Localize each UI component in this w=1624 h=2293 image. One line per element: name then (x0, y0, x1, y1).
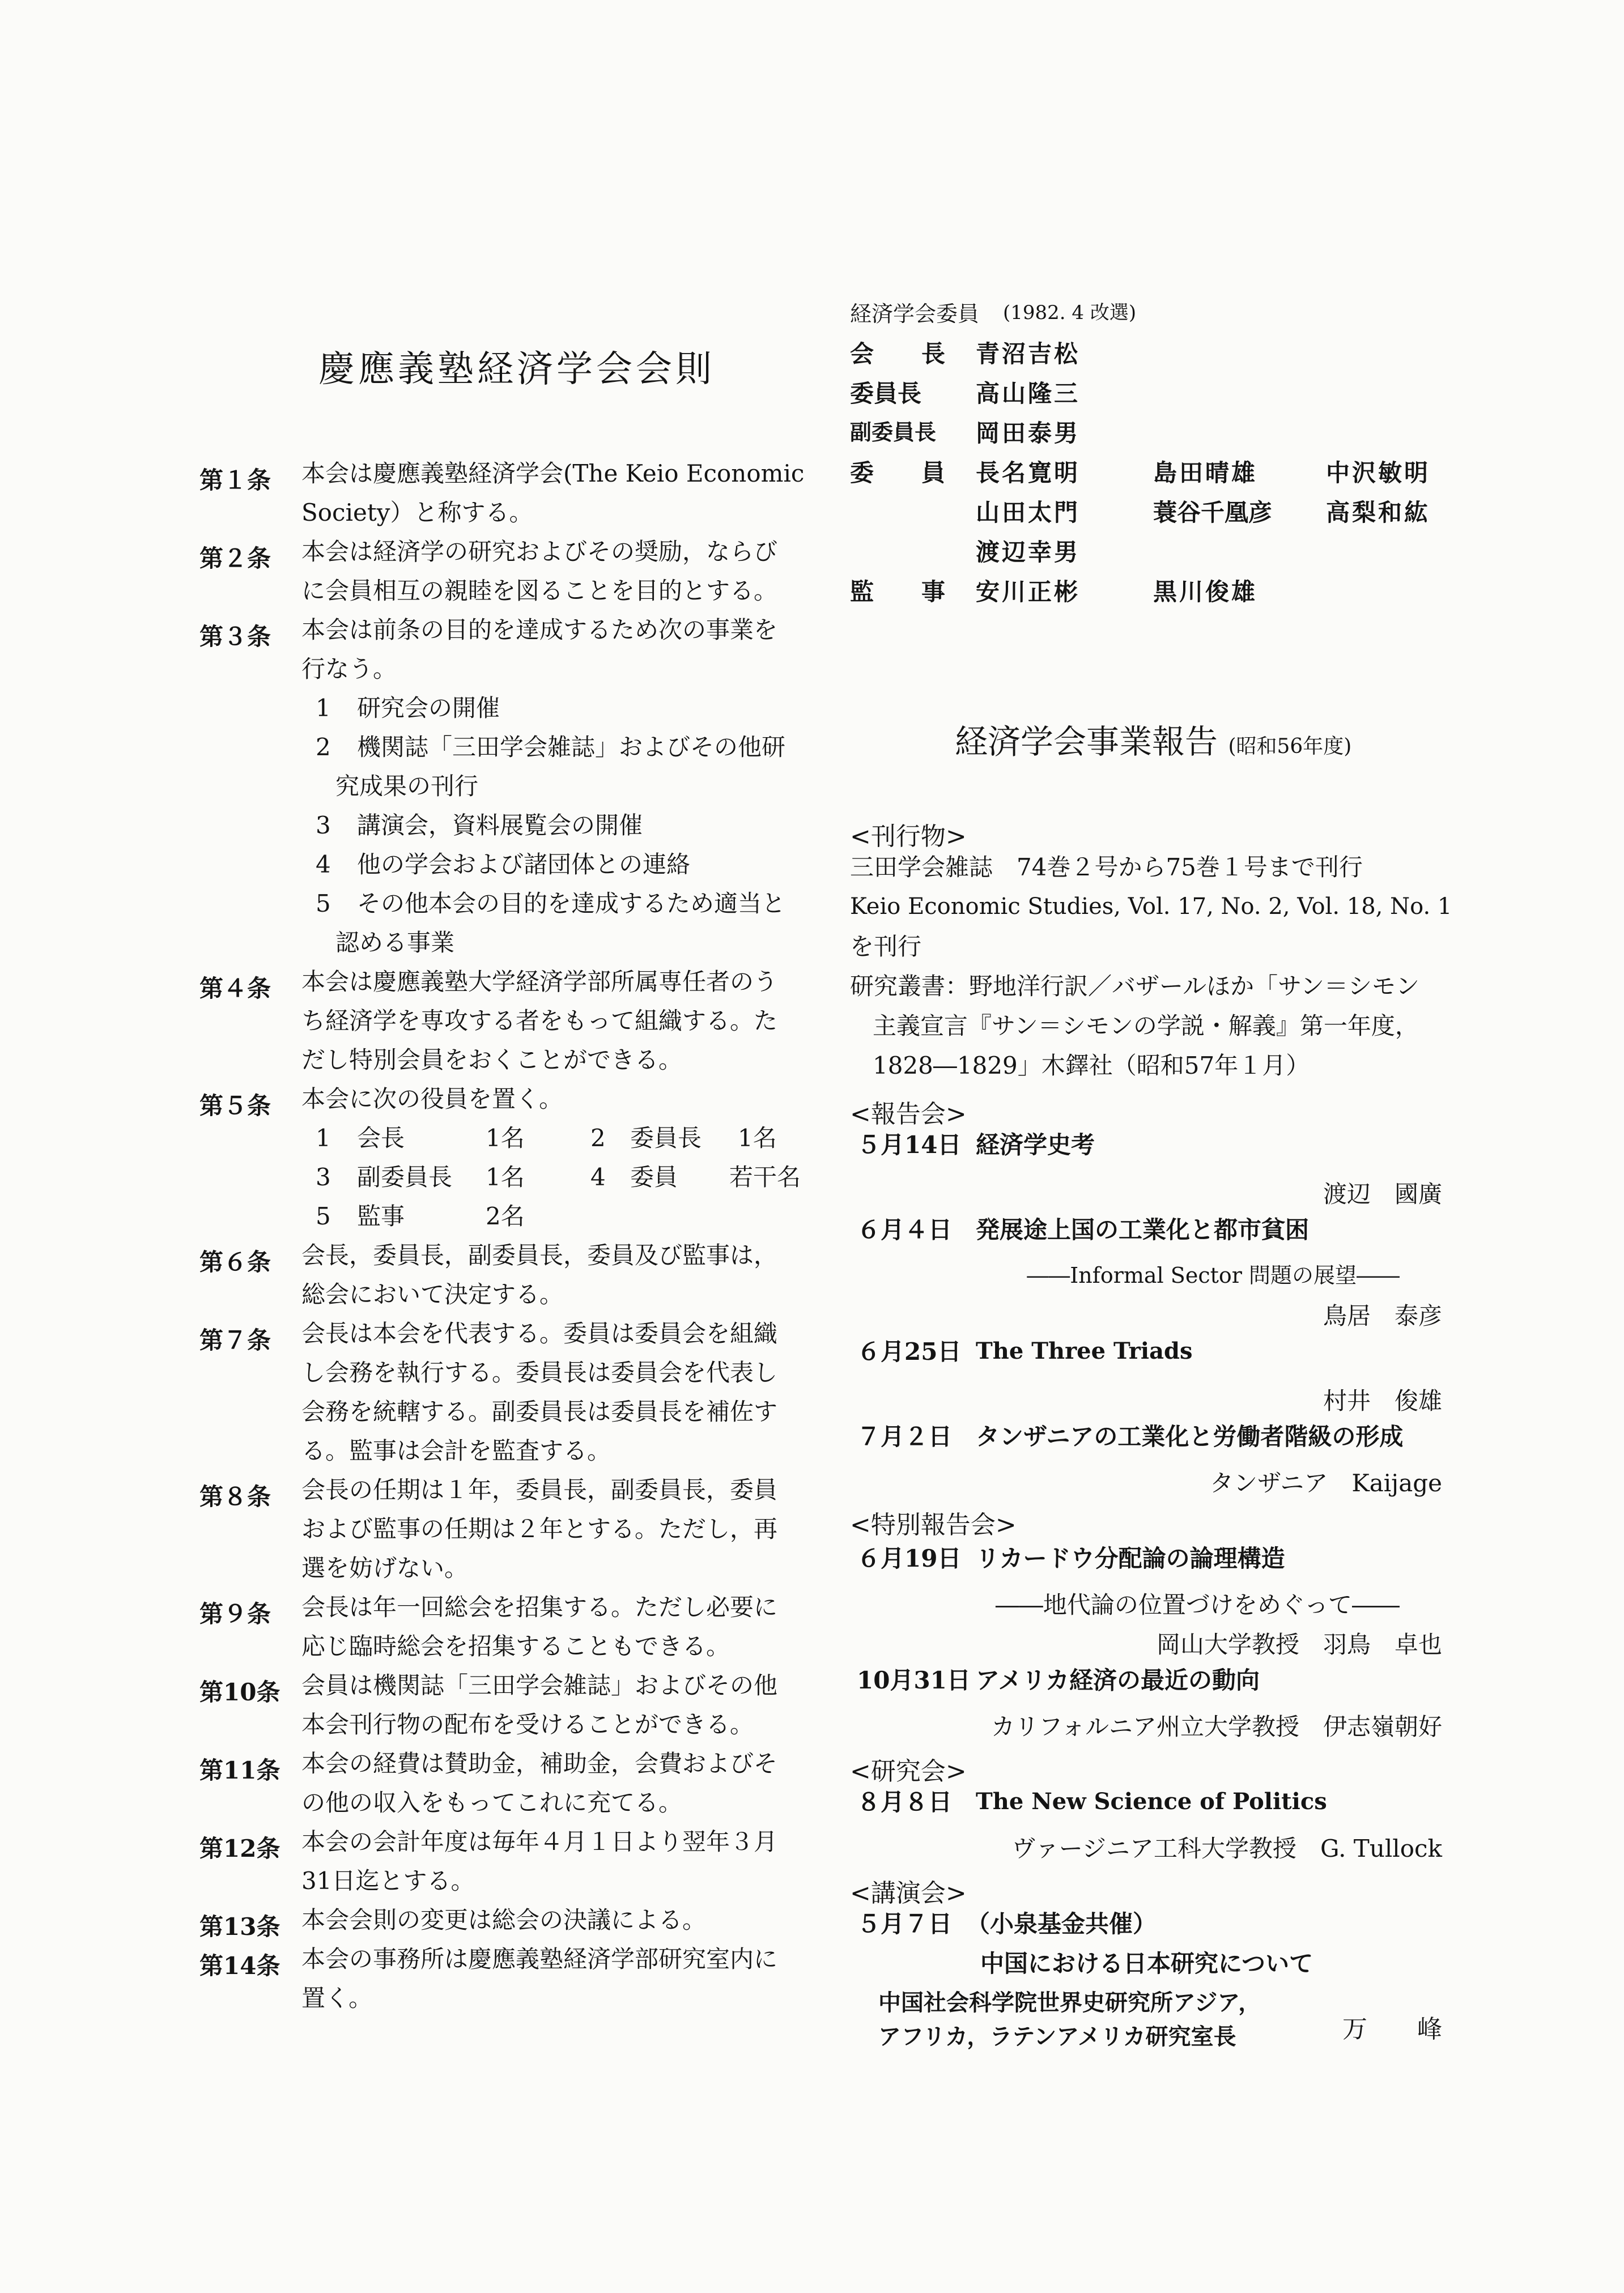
officer-role: 委員 (630, 1163, 678, 1191)
article-11-label: 第11条 (199, 1756, 280, 1784)
article-11-line-2: の他の収入をもってこれに充てる。 (301, 1789, 683, 1816)
article-7-line-2: し会務を執行する。委員長は委員会を代表し (301, 1359, 778, 1386)
committee-name: 黒川俊雄 (1153, 578, 1258, 606)
research-speaker: ヴァージニア工科大学教授 G. Tullock (1011, 1835, 1442, 1862)
special-heading: <特別報告会> (850, 1511, 1017, 1539)
article-7-line-1: 会長は本会を代表する。委員は委員会を組織 (301, 1320, 778, 1347)
article-9-line-1: 会長は年一回総会を招集する。ただし必要に (301, 1593, 778, 1621)
publication-line: 1828―1829」木鐸社（昭和57年１月） (873, 1052, 1310, 1079)
publication-line: 研究叢書：野地洋行訳／バザールほか「サン＝シモン (850, 972, 1420, 1000)
rules-title: 慶應義塾経済学会会則 (318, 348, 715, 390)
report-title-item: The Three Triads (976, 1338, 1193, 1364)
publication-line: 三田学会雑誌 74巻２号から75巻１号まで刊行 (850, 853, 1363, 881)
article-12-line-1: 本会の会計年度は毎年４月１日より翌年３月 (301, 1828, 778, 1856)
article-12-label: 第12条 (199, 1835, 280, 1862)
officer-role: 委員長 (630, 1124, 702, 1152)
lecture-affiliation: 中国社会科学院世界史研究所アジア， (878, 1989, 1261, 2016)
report-date: ７月２日 (857, 1423, 953, 1450)
officer-num: 3 (316, 1163, 331, 1191)
article-14-line-1: 本会の事務所は慶應義塾経済学部研究室内に (301, 1945, 778, 1973)
committee-heading-note: (1982. 4 改選) (1003, 301, 1137, 324)
research-title: The New Science of Politics (976, 1788, 1327, 1815)
article-5-line-1: 本会に次の役員を置く。 (301, 1085, 563, 1113)
special-date: 10月31日 (857, 1666, 971, 1694)
report-date: ６月25日 (857, 1338, 962, 1365)
report-title-note: (昭和56年度) (1228, 735, 1352, 758)
lectures-heading: <講演会> (850, 1879, 967, 1908)
committee-role: 監 事 (850, 578, 946, 606)
special-title: アメリカ経済の最近の動向 (976, 1666, 1260, 1694)
article-7-line-3: 会務を統轄する。副委員長は委員長を補佐す (301, 1398, 778, 1426)
article-1-line-2: Society）と称する。 (301, 499, 533, 526)
officer-num: 1 (316, 1124, 331, 1152)
committee-name: 中沢敏明 (1326, 459, 1431, 487)
research-heading: <研究会> (850, 1757, 967, 1786)
article-3-line-2: 行なう。 (301, 655, 397, 683)
article-8-line-3: 選を妨げない。 (301, 1554, 469, 1582)
article-11-line-1: 本会の経費は賛助金，補助金，会費およびそ (301, 1750, 778, 1777)
committee-role: 副委員長 (850, 419, 937, 445)
committee-name: 渡辺幸男 (976, 538, 1081, 566)
art3-item-text: 研究会の開催 (357, 694, 500, 722)
article-9-line-2: 応じ臨時総会を招集することもできる。 (301, 1632, 730, 1660)
article-10-line-1: 会員は機関誌「三田学会雑誌」およびその他 (301, 1671, 778, 1699)
article-4-line-3: だし特別会員をおくことができる。 (301, 1046, 683, 1074)
special-date: ６月19日 (857, 1545, 962, 1572)
committee-name: 島田晴雄 (1153, 459, 1258, 487)
article-10-line-2: 本会刊行物の配布を受けることができる。 (301, 1711, 754, 1738)
art3-item-text: 他の学会および諸団体との連絡 (357, 850, 691, 878)
article-4-label: 第４条 (199, 975, 271, 1002)
report-title-item: タンザニアの工業化と労働者階級の形成 (976, 1423, 1404, 1450)
committee-role: 委員長 (850, 380, 922, 407)
committee-name: 安川正彬 (976, 578, 1081, 606)
officer-num: 4 (590, 1163, 606, 1191)
art3-item-text: 認める事業 (335, 929, 455, 956)
publications-heading: <刊行物> (850, 822, 967, 851)
special-title: リカードウ分配論の論理構造 (976, 1545, 1285, 1572)
officer-role: 副委員長 (357, 1163, 453, 1191)
article-2-line-2: に会員相互の親睦を図ることを目的とする。 (301, 577, 778, 605)
report-title (955, 715, 1351, 763)
art3-item-num: 1 (316, 694, 331, 722)
article-13-line-1: 本会会則の変更は総会の決議による。 (301, 1906, 707, 1934)
committee-role: 委 員 (850, 459, 946, 487)
officer-count: 1名 (486, 1163, 525, 1191)
article-6-line-2: 総会において決定する。 (301, 1280, 564, 1308)
article-6-label: 第６条 (199, 1248, 271, 1276)
article-6-line-1: 会長，委員長，副委員長，委員及び監事は， (301, 1241, 778, 1269)
publication-line: を刊行 (850, 933, 922, 960)
article-8-label: 第８条 (199, 1483, 271, 1511)
article-2-line-1: 本会は経済学の研究およびその奨励，ならび (301, 538, 778, 565)
lecture-affiliation: アフリカ，ラテンアメリカ研究室長 (878, 2023, 1236, 2050)
article-7-line-4: る。監事は会計を監査する。 (301, 1437, 611, 1465)
publication-line: 主義宣言『サン＝シモンの学説・解義』第一年度， (873, 1012, 1419, 1040)
research-date: ８月８日 (857, 1788, 953, 1816)
officer-role: 監事 (357, 1202, 405, 1230)
art3-item-num: 2 (316, 733, 331, 761)
lecture-speaker: 万 峰 (1342, 2015, 1442, 2044)
report-title-text: 経済学会事業報告 (955, 722, 1218, 761)
report-title-item: 発展途上国の工業化と都市貧困 (976, 1216, 1310, 1244)
article-14-line-2: 置く。 (301, 1984, 373, 2012)
officer-count: 若干名 (729, 1163, 801, 1191)
article-3-line-1: 本会は前条の目的を達成するため次の事業を (301, 616, 778, 644)
art3-item-num: 5 (316, 890, 331, 917)
article-1-label: 第１条 (199, 466, 271, 494)
article-4-line-2: ち経済学を専攻する者をもって組織する。た (301, 1007, 778, 1035)
article-4-line-1: 本会は慶應義塾大学経済学部所属専任者のう (301, 968, 778, 996)
committee-name: 蓑谷千凰彦 (1153, 499, 1273, 526)
lecture-note: （小泉基金共催） (966, 1910, 1157, 1938)
article-13-label: 第13条 (199, 1913, 280, 1941)
special-speaker: カリフォルニア州立大学教授 伊志嶺朝好 (991, 1713, 1442, 1741)
report-speaker: 村井 俊雄 (1323, 1387, 1442, 1415)
publication-line: Keio Economic Studies, Vol. 17, No. 2, Vol. 18, No. 1 (850, 894, 1452, 920)
reports-heading: <報告会> (850, 1100, 967, 1129)
officer-num: 5 (316, 1202, 331, 1230)
article-1-line-1: 本会は慶應義塾経済学会(The Keio Economic (301, 460, 805, 487)
report-speaker: 鳥居 泰彦 (1323, 1302, 1442, 1330)
committee-name: 青沼吉松 (976, 340, 1081, 368)
officer-count: 2名 (486, 1202, 525, 1230)
article-2-label: 第２条 (199, 544, 271, 572)
report-date: ５月14日 (857, 1131, 962, 1159)
article-10-label: 第10条 (199, 1678, 280, 1706)
art3-item-num: 4 (316, 850, 331, 878)
committee-name: 高梨和紘 (1326, 499, 1431, 526)
report-date: ６月４日 (857, 1216, 953, 1244)
committee-name: 山田太門 (976, 499, 1081, 526)
officer-num: 2 (590, 1124, 606, 1152)
officer-count: 1名 (738, 1124, 777, 1152)
officer-role: 会長 (357, 1124, 405, 1152)
article-3-label: 第３条 (199, 623, 271, 650)
special-speaker: 岡山大学教授 羽鳥 卓也 (1156, 1631, 1442, 1658)
lecture-title: 中国における日本研究について (980, 1950, 1313, 1977)
art3-item-num: 3 (316, 811, 331, 839)
lecture-date: ５月７日 (857, 1910, 953, 1938)
article-12-line-2: 31日迄とする。 (301, 1867, 475, 1895)
report-title-item: 経済学史考 (976, 1131, 1095, 1159)
art3-item-text: その他本会の目的を達成するため適当と (357, 890, 786, 917)
report-subtitle: ――Informal Sector 問題の展望―― (1027, 1263, 1400, 1288)
special-subtitle: ――地代論の位置づけをめぐって―― (995, 1591, 1400, 1619)
article-9-label: 第９条 (199, 1600, 271, 1628)
committee-name: 長名寛明 (976, 459, 1081, 487)
article-8-line-1: 会長の任期は１年，委員長，副委員長，委員 (301, 1476, 778, 1504)
officer-count: 1名 (486, 1124, 525, 1152)
report-speaker: タンザニア Kaijage (1210, 1469, 1442, 1497)
article-8-line-2: および監事の任期は２年とする。ただし，再 (301, 1515, 778, 1543)
art3-item-text: 究成果の刊行 (335, 772, 479, 800)
committee-role: 会 長 (850, 340, 946, 368)
report-speaker: 渡辺 國廣 (1323, 1180, 1442, 1208)
art3-item-text: 講演会，資料展覧会の開催 (357, 811, 643, 839)
article-7-label: 第７条 (199, 1326, 271, 1354)
committee-name: 岡田泰男 (976, 419, 1081, 447)
committee-name: 高山隆三 (976, 380, 1081, 407)
article-5-label: 第５条 (199, 1092, 271, 1120)
committee-heading: 経済学会委員 (850, 301, 980, 326)
art3-item-text: 機関誌「三田学会雑誌」およびその他研 (357, 733, 786, 761)
article-14-label: 第14条 (199, 1952, 280, 1980)
